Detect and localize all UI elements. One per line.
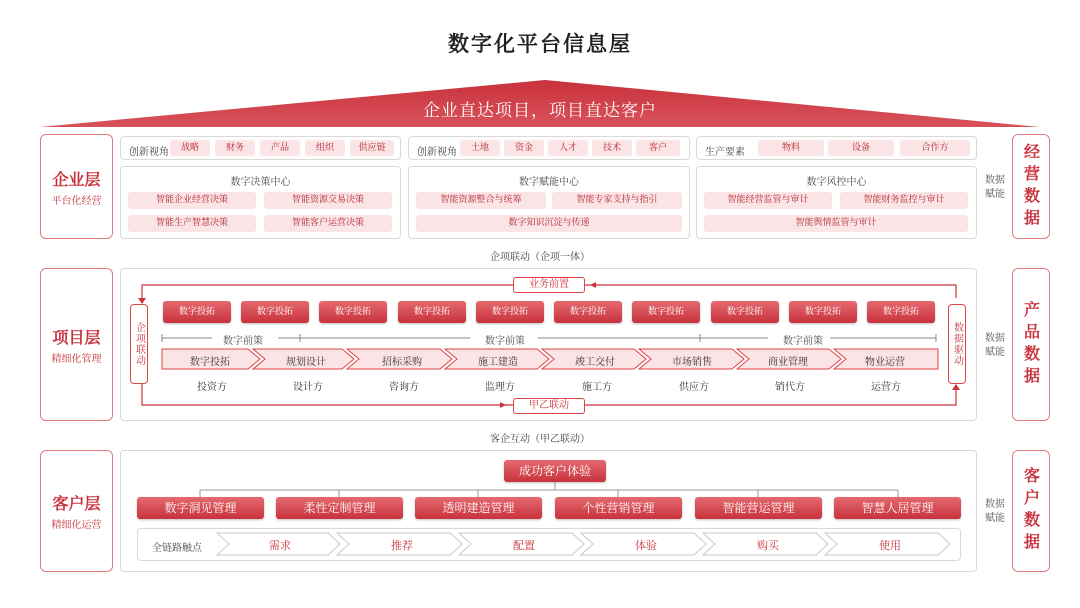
front-strategy-label-2: 数字前策 [485,336,525,347]
chip-capital[interactable]: 资金 [504,140,544,156]
party-supplier: 供应方 [679,382,709,393]
enterprise-right-label [1012,134,1050,239]
party-sales-agent: 销代方 [775,382,805,393]
touchpoint-experience[interactable]: 体验 [635,539,657,552]
data-driven-vertical[interactable]: 数据驱动 [948,304,966,384]
enterprise-layer-subtitle: 平台化经营 [51,195,102,207]
enterprise-project-link-text: 企项联动（企项一体） [490,252,590,263]
touchpoint-purchase[interactable]: 购买 [757,539,779,552]
risk-item-1[interactable]: 智能经营监管与审计 [704,192,832,209]
customer-enterprise-link-text: 客企互动（甲乙联动） [490,434,590,445]
digital-investment-tile[interactable]: 数字投拓 [241,301,309,323]
stage-bidding-procurement[interactable]: 招标采购 [382,357,422,368]
chip-supply-chain[interactable]: 供应链 [350,140,394,156]
digital-investment-tile[interactable]: 数字投拓 [398,301,466,323]
touchpoint-configure[interactable]: 配置 [513,539,535,552]
enterprise-layer-title: 企业层 [52,169,101,189]
digital-investment-tile[interactable]: 数字投拓 [476,301,544,323]
decision-item-1[interactable]: 智能企业经营决策 [128,192,256,209]
chip-organization[interactable]: 组织 [305,140,345,156]
chip-equipment[interactable]: 设备 [828,140,894,156]
group-title: 创新视角 [417,147,457,158]
party-investor: 投资方 [197,382,227,393]
stage-construction[interactable]: 施工建造 [478,357,518,368]
chip-product[interactable]: 产品 [260,140,300,156]
customer-layer-subtitle: 精细化运营 [51,520,102,531]
touchpoint-demand[interactable]: 需求 [269,539,291,552]
party-supervisor: 监理方 [485,382,515,393]
enterprise-project-linkage-vertical[interactable]: 企项联动 [130,304,148,384]
ab-linkage-chip[interactable]: 甲乙联动 [513,398,585,414]
touchpoint-chevrons [216,532,952,556]
stage-completion-delivery[interactable]: 竣工交付 [575,357,615,368]
risk-item-2[interactable]: 智能财务监控与审计 [840,192,968,209]
enterprise-side-text: 数据赋能 [985,175,1005,200]
stage-commercial-management[interactable]: 商业管理 [768,357,808,368]
product-data-label: 产品数据 [1021,300,1041,389]
chip-technology[interactable]: 技术 [592,140,632,156]
party-designer: 设计方 [293,382,323,393]
chip-customer[interactable]: 客户 [636,140,680,156]
chip-talent[interactable]: 人才 [548,140,588,156]
front-strategy-label-1: 数字前策 [223,336,263,347]
customer-right-label [1012,450,1050,572]
success-customer-experience[interactable]: 成功客户体验 [504,460,606,482]
project-layer-subtitle: 精细化管理 [51,353,102,365]
stage-market-sales[interactable]: 市场销售 [672,357,712,368]
operation-data-label: 经营数据 [1021,142,1041,231]
mgmt-intelligent-operation[interactable]: 智能营运管理 [695,497,822,519]
party-contractor: 施工方 [582,382,612,393]
front-strategy-label-3: 数字前策 [783,336,823,347]
decision-item-3[interactable]: 智能生产智慧决策 [128,215,256,232]
customer-data-label: 客户数据 [1021,467,1041,555]
page-title: 数字化平台信息屋 [448,31,632,56]
chip-strategy[interactable]: 战略 [170,140,210,156]
enablement-item-1[interactable]: 智能资源整合与统筹 [416,192,546,209]
mgmt-flexible-customization[interactable]: 柔性定制管理 [276,497,403,519]
chip-land[interactable]: 土地 [460,140,500,156]
project-layer-label [40,268,113,421]
enterprise-layer-label [40,134,113,239]
decision-item-2[interactable]: 智能资源交易决策 [264,192,392,209]
digital-investment-tile[interactable]: 数字投拓 [867,301,935,323]
digital-investment-tile[interactable]: 数字投拓 [554,301,622,323]
customer-layer-label [40,450,113,572]
digital-investment-tile[interactable]: 数字投拓 [319,301,387,323]
touchpoint-recommend[interactable]: 推荐 [391,539,413,552]
risk-center-title: 数字风控中心 [806,177,867,188]
party-consultant: 咨询方 [389,382,419,393]
mgmt-digital-insight[interactable]: 数字洞见管理 [137,497,264,519]
group-title: 生产要素 [705,147,745,158]
project-side-text: 数据赋能 [985,333,1005,358]
roof-text: 企业直达项目，项目直达客户 [423,101,657,121]
customer-layer-title: 客户层 [52,494,101,513]
group-title: 创新视角 [129,147,169,158]
mgmt-personalized-marketing[interactable]: 个性营销管理 [555,497,682,519]
customer-side-text: 数据赋能 [985,499,1005,524]
decision-center-title: 数字决策中心 [230,177,291,188]
project-right-label [1012,268,1050,421]
stage-property-operation[interactable]: 物业运营 [865,357,905,368]
enablement-center-title: 数字赋能中心 [519,177,579,188]
project-layer-title: 项目层 [52,327,101,347]
enablement-item-2[interactable]: 智能专家支持与指引 [552,192,682,209]
party-operator: 运营方 [871,382,901,393]
digital-investment-tile[interactable]: 数字投拓 [163,301,231,323]
digital-investment-tile[interactable]: 数字投拓 [711,301,779,323]
mgmt-transparent-construction[interactable]: 透明建造管理 [415,497,542,519]
digital-investment-tile[interactable]: 数字投拓 [632,301,700,323]
chip-partner[interactable]: 合作方 [900,140,970,156]
mgmt-smart-living[interactable]: 智慧人居管理 [834,497,961,519]
chip-material[interactable]: 物料 [758,140,824,156]
touchpoint-label: 全链路触点 [152,543,202,554]
decision-item-4[interactable]: 智能客户运营决策 [264,215,392,232]
touchpoint-use[interactable]: 使用 [879,539,901,552]
digital-investment-tile[interactable]: 数字投拓 [789,301,857,323]
stage-digital-investment[interactable]: 数字投拓 [190,357,230,368]
business-front-chip[interactable]: 业务前置 [513,277,585,293]
chip-finance[interactable]: 财务 [215,140,255,156]
stage-planning-design[interactable]: 规划设计 [286,357,326,368]
enablement-item-3[interactable]: 数字知识沉淀与传递 [416,215,682,232]
risk-item-3[interactable]: 智能舆情监管与审计 [704,215,968,232]
